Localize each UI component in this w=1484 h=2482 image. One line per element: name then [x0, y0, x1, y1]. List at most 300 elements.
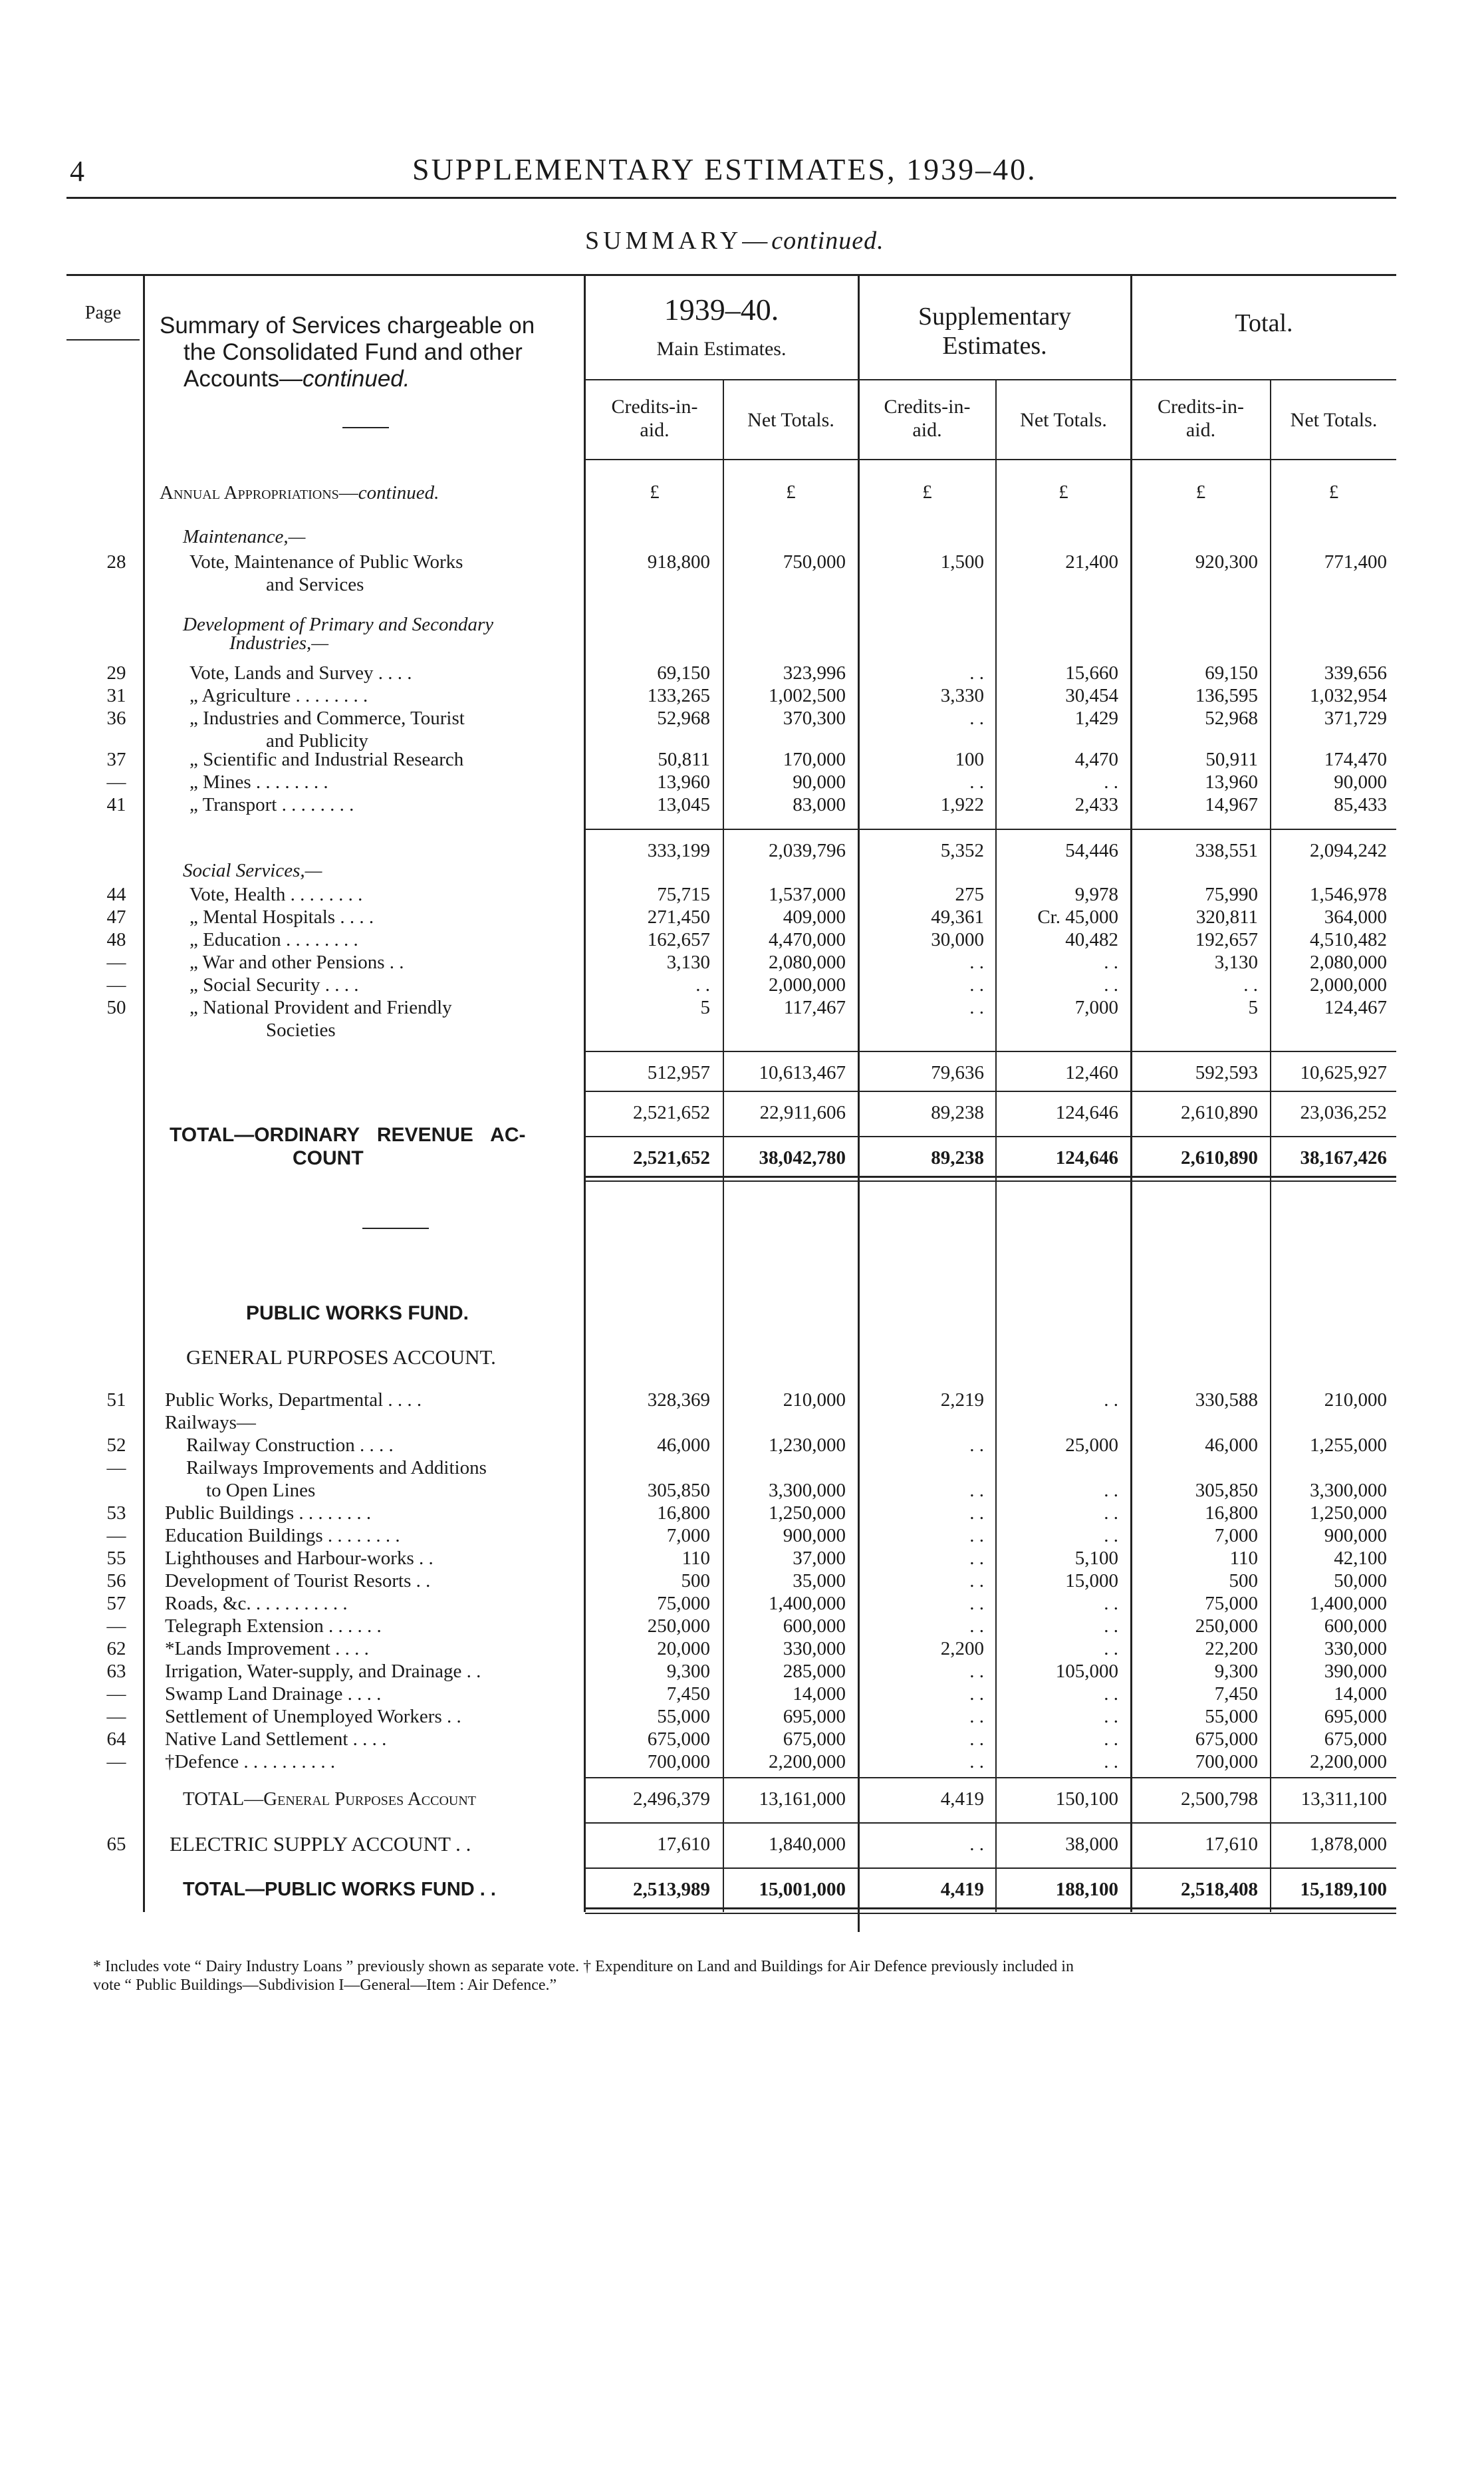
row-value: 37,000	[793, 1548, 846, 1569]
row-label: Public Works, Departmental . . . .	[165, 1389, 422, 1411]
row-value: 55,000	[657, 1706, 710, 1727]
subtotal-rule	[585, 829, 1396, 830]
row-value: 2,518,408	[1181, 1879, 1258, 1900]
row-value: 2,094,242	[1310, 840, 1387, 861]
row-value: 2,521,652	[633, 1102, 710, 1123]
row-label: „ War and other Pensions . .	[189, 952, 404, 973]
row-label: „ Transport . . . . . . . .	[189, 794, 354, 815]
credits-header-3: Credits-in- aid.	[1158, 396, 1244, 441]
row-value: 1,250,000	[1310, 1502, 1387, 1524]
row-value: 2,200,000	[769, 1751, 846, 1772]
row-value: 55,000	[1205, 1706, 1258, 1727]
row-label-cont: to Open Lines	[206, 1480, 316, 1501]
row-value: 69,150	[657, 662, 710, 684]
row-value: 50,811	[658, 749, 710, 770]
row-page-ref: 47	[106, 906, 126, 928]
subtotal-rule	[585, 1051, 1396, 1052]
row-value: . .	[1104, 974, 1118, 996]
row-value: 50,000	[1334, 1570, 1387, 1591]
row-value: 330,000	[783, 1638, 846, 1659]
row-value: 30,000	[931, 929, 984, 950]
row-label: „ Mental Hospitals . . . .	[189, 906, 374, 928]
row-value: 4,510,482	[1310, 929, 1387, 950]
row-label: „ Agriculture . . . . . . . .	[189, 685, 368, 706]
row-value: 22,911,606	[759, 1102, 846, 1123]
row-value: . .	[969, 1834, 984, 1855]
row-value: 40,482	[1065, 929, 1118, 950]
row-value: 2,200,000	[1310, 1751, 1387, 1772]
row-value: 2,610,890	[1181, 1147, 1258, 1169]
row-value: 13,960	[1205, 771, 1258, 793]
row-value: 192,657	[1195, 929, 1258, 950]
row-label: Settlement of Unemployed Workers . .	[165, 1706, 461, 1727]
row-value: 500	[681, 1570, 710, 1591]
footnote-2: vote “ Public Buildings—Subdivision I—General—Item : Air Defence.”	[93, 1977, 557, 1994]
row-page-ref: —	[106, 771, 126, 793]
row-value: . .	[969, 1683, 984, 1705]
row-value: 320,811	[1195, 906, 1258, 928]
row-page-ref: 50	[106, 997, 126, 1018]
row-value: 13,311,100	[1300, 1788, 1387, 1810]
row-value: 675,000	[783, 1728, 846, 1750]
row-value: . .	[1104, 1751, 1118, 1772]
row-value: 16,800	[1205, 1502, 1258, 1524]
row-value: 136,595	[1195, 685, 1258, 706]
row-label: Telegraph Extension . . . . . .	[165, 1615, 382, 1637]
row-label: „ Education . . . . . . . .	[189, 929, 358, 950]
row-label-cont: and Publicity	[266, 730, 368, 752]
pound-sign: £	[650, 482, 660, 503]
row-value: 15,001,000	[759, 1879, 846, 1900]
row-value: . .	[1104, 1502, 1118, 1524]
row-value: 2,521,652	[633, 1147, 710, 1169]
row-value: 22,200	[1205, 1638, 1258, 1659]
row-page-ref: 53	[106, 1502, 126, 1524]
row-value: 2,080,000	[769, 952, 846, 973]
row-value: 695,000	[783, 1706, 846, 1727]
row-label: Railways—	[165, 1412, 256, 1433]
row-page-ref: 55	[106, 1548, 126, 1569]
row-value: 23,036,252	[1300, 1102, 1387, 1123]
row-value: 133,265	[647, 685, 710, 706]
row-value: 5,100	[1074, 1548, 1118, 1569]
row-value: 13,161,000	[759, 1788, 846, 1810]
row-value: . .	[969, 1661, 984, 1682]
row-value: 285,000	[783, 1661, 846, 1682]
row-value: 85,433	[1334, 794, 1387, 815]
row-value: 4,419	[940, 1788, 984, 1810]
row-value: . .	[1104, 1593, 1118, 1614]
row-value: 5	[1248, 997, 1258, 1018]
row-page-ref: 41	[106, 794, 126, 815]
row-value: . .	[969, 1435, 984, 1456]
row-label: Native Land Settlement . . . .	[165, 1728, 387, 1750]
section-social-services: Social Services,—	[183, 860, 322, 881]
row-value: 2,500,798	[1181, 1788, 1258, 1810]
row-value: . .	[969, 662, 984, 684]
row-value: 9,300	[1214, 1661, 1258, 1682]
row-value: . .	[969, 1480, 984, 1501]
supplementary-header: Supplementary Estimates.	[918, 303, 1072, 360]
row-value: 4,419	[940, 1879, 984, 1900]
row-label: †Defence . . . . . . . . . .	[165, 1751, 336, 1772]
subtotal-rule	[585, 1777, 1396, 1778]
row-value: 2,610,890	[1181, 1102, 1258, 1123]
row-value: 5,352	[940, 840, 984, 861]
row-value: 1,032,954	[1310, 685, 1387, 706]
row-value: 150,100	[1055, 1788, 1118, 1810]
row-value: 69,150	[1205, 662, 1258, 684]
row-value: 17,610	[657, 1834, 710, 1855]
row-value: 409,000	[783, 906, 846, 928]
row-value: . .	[1104, 1389, 1118, 1411]
row-value: . .	[1243, 974, 1258, 996]
row-value: . .	[969, 1728, 984, 1750]
row-value: 9,300	[666, 1661, 710, 1682]
subtotal-rule	[585, 1822, 1396, 1824]
row-label: „ Industries and Commerce, Tourist	[189, 708, 465, 729]
row-value: 105,000	[1055, 1661, 1118, 1682]
row-value: 390,000	[1324, 1661, 1387, 1682]
row-value: 100	[955, 749, 984, 770]
subtotal-rule	[585, 1091, 1396, 1092]
total-rule	[585, 1867, 1396, 1869]
row-value: 700,000	[647, 1751, 710, 1772]
row-value: 42,100	[1334, 1548, 1387, 1569]
row-value: . .	[969, 1593, 984, 1614]
row-value: 2,080,000	[1310, 952, 1387, 973]
total-rule	[585, 1136, 1396, 1137]
row-label: Railways Improvements and Additions	[186, 1457, 487, 1478]
row-value: 2,433	[1074, 794, 1118, 815]
row-value: . .	[969, 952, 984, 973]
row-value: 20,000	[657, 1638, 710, 1659]
row-label: Vote, Health . . . . . . . .	[189, 884, 363, 905]
row-label: Lighthouses and Harbour-works . .	[165, 1548, 433, 1569]
row-value: 35,000	[793, 1570, 846, 1591]
row-value: . .	[1104, 952, 1118, 973]
section-divider	[362, 1228, 429, 1229]
row-value: 338,551	[1195, 840, 1258, 861]
row-value: . .	[969, 997, 984, 1018]
row-value: 2,496,379	[633, 1788, 710, 1810]
row-label: „ Social Security . . . .	[189, 974, 359, 996]
row-value: 46,000	[657, 1435, 710, 1456]
net-header-2: Net Totals.	[1020, 409, 1107, 431]
section-development-cont: Industries,—	[229, 632, 329, 654]
row-page-ref: 37	[106, 749, 126, 770]
row-value: 117,467	[783, 997, 846, 1018]
row-value: 339,656	[1324, 662, 1387, 684]
net-header-1: Net Totals.	[747, 409, 834, 431]
row-value: 174,470	[1324, 749, 1387, 770]
pound-sign: £	[1058, 482, 1068, 503]
row-value: 370,300	[783, 708, 846, 729]
row-value: . .	[969, 708, 984, 729]
row-value: 38,167,426	[1300, 1147, 1387, 1169]
row-value: . .	[969, 974, 984, 996]
row-value: 15,000	[1065, 1570, 1118, 1591]
row-label: Swamp Land Drainage . . . .	[165, 1683, 382, 1705]
row-value: 328,369	[647, 1389, 710, 1411]
row-value: 75,990	[1205, 884, 1258, 905]
row-value: 75,715	[657, 884, 710, 905]
row-value: . .	[969, 1502, 984, 1524]
main-estimates-header: Main Estimates.	[656, 338, 787, 360]
row-label-cont: Societies	[266, 1020, 336, 1041]
row-value: 13,045	[657, 794, 710, 815]
row-value: . .	[969, 771, 984, 793]
pound-sign: £	[1195, 482, 1206, 503]
row-value: . .	[695, 974, 710, 996]
row-value: 14,967	[1205, 794, 1258, 815]
row-value: 305,850	[1195, 1480, 1258, 1501]
row-value: 7,000	[666, 1525, 710, 1546]
row-value: 500	[1229, 1570, 1258, 1591]
row-value: 364,000	[1324, 906, 1387, 928]
row-value: 30,454	[1065, 685, 1118, 706]
pound-sign: £	[1328, 482, 1339, 503]
row-value: 17,610	[1205, 1834, 1258, 1855]
section-annual-appropriations: Annual Appropriations—continued.	[160, 482, 439, 503]
row-value: . .	[1104, 1615, 1118, 1637]
row-value: 124,467	[1324, 997, 1387, 1018]
row-value: 333,199	[647, 840, 710, 861]
summary-dash	[342, 427, 389, 428]
row-value: 250,000	[1195, 1615, 1258, 1637]
row-value: 7,450	[1214, 1683, 1258, 1705]
row-value: 13,960	[657, 771, 710, 793]
row-value: 2,219	[940, 1389, 984, 1411]
row-value: 188,100	[1055, 1879, 1118, 1900]
row-value: . .	[969, 1548, 984, 1569]
row-value: . .	[969, 1525, 984, 1546]
row-value: 162,657	[647, 929, 710, 950]
row-page-ref: —	[106, 974, 126, 996]
row-label: Vote, Lands and Survey . . . .	[189, 662, 412, 684]
row-value: . .	[1104, 1706, 1118, 1727]
row-value: 771,400	[1324, 551, 1387, 573]
row-value: 3,130	[666, 952, 710, 973]
row-value: 7,000	[1214, 1525, 1258, 1546]
row-page-ref: 29	[106, 662, 126, 684]
row-value: 210,000	[1324, 1389, 1387, 1411]
row-value: . .	[969, 1570, 984, 1591]
row-value: 1,546,978	[1310, 884, 1387, 905]
row-page-ref: 62	[106, 1638, 126, 1659]
row-page-ref: 56	[106, 1570, 126, 1591]
credits-header-2: Credits-in- aid.	[884, 396, 971, 441]
row-value: 90,000	[793, 771, 846, 793]
row-value: 920,300	[1195, 551, 1258, 573]
table-top-rule	[66, 274, 1396, 276]
row-value: . .	[969, 1706, 984, 1727]
row-value: 170,000	[783, 749, 846, 770]
row-value: 2,513,989	[633, 1879, 710, 1900]
row-label: Roads, &c. . . . . . . . . . .	[165, 1593, 348, 1614]
row-value: . .	[1104, 1683, 1118, 1705]
row-page-ref: 65	[106, 1834, 126, 1855]
row-value: . .	[1104, 1525, 1118, 1546]
row-value: . .	[1104, 1728, 1118, 1750]
row-value: 25,000	[1065, 1435, 1118, 1456]
row-value: 275	[955, 884, 984, 905]
row-label-cont: and Services	[266, 574, 364, 595]
row-value: 83,000	[793, 794, 846, 815]
row-page-ref: —	[106, 1457, 126, 1478]
row-label: ELECTRIC SUPPLY ACCOUNT . .	[170, 1832, 471, 1856]
row-value: Cr. 45,000	[1037, 906, 1118, 928]
row-value: 10,625,927	[1300, 1062, 1387, 1083]
section-public-works-fund: PUBLIC WORKS FUND.	[246, 1302, 469, 1324]
row-value: . .	[1104, 1480, 1118, 1501]
row-value: 271,450	[647, 906, 710, 928]
summary-header: Summary of Services chargeable on the Consolidated Fund and other Accounts—continued.	[160, 313, 535, 392]
header-rule	[66, 197, 1396, 199]
row-page-ref: 28	[106, 551, 126, 573]
row-label: „ National Provident and Friendly	[189, 997, 452, 1018]
row-label: „ Scientific and Industrial Research	[189, 749, 464, 770]
row-value: 305,850	[647, 1480, 710, 1501]
footnote-1: * Includes vote “ Dairy Industry Loans ” previously shown as separate vote. † Expenditure on Land and Buildings for Air Defence previously included in	[93, 1958, 1074, 1975]
row-value: 1,250,000	[769, 1502, 846, 1524]
row-value: 52,968	[1205, 708, 1258, 729]
row-value: 600,000	[1324, 1615, 1387, 1637]
section-maintenance: Maintenance,—	[183, 526, 306, 547]
page-title: SUPPLEMENTARY ESTIMATES, 1939–40.	[412, 152, 1037, 186]
net-header-3: Net Totals.	[1290, 409, 1378, 431]
row-value: 38,042,780	[759, 1147, 846, 1169]
row-value: 1,230,000	[769, 1435, 846, 1456]
row-value: 2,000,000	[769, 974, 846, 996]
row-value: 675,000	[1195, 1728, 1258, 1750]
row-value: 323,996	[783, 662, 846, 684]
row-value: 2,200	[940, 1638, 984, 1659]
page-number: 4	[70, 155, 84, 188]
row-value: 14,000	[1334, 1683, 1387, 1705]
row-page-ref: —	[106, 1751, 126, 1772]
row-value: 1,500	[940, 551, 984, 573]
row-value: 1,400,000	[1310, 1593, 1387, 1614]
row-value: 675,000	[647, 1728, 710, 1750]
row-label: „ Mines . . . . . . . .	[189, 771, 328, 793]
row-value: 592,593	[1195, 1062, 1258, 1083]
row-page-ref: 31	[106, 685, 126, 706]
total-rule-double	[585, 1913, 1396, 1914]
row-value: 15,189,100	[1300, 1879, 1387, 1900]
row-value: 1,922	[940, 794, 984, 815]
row-value: . .	[969, 1615, 984, 1637]
row-value: 3,330	[940, 685, 984, 706]
row-value: 38,000	[1065, 1834, 1118, 1855]
row-value: 900,000	[783, 1525, 846, 1546]
row-value: 89,238	[931, 1147, 984, 1169]
row-label: Public Buildings . . . . . . . .	[165, 1502, 372, 1524]
section-development: Development of Primary and Secondary	[183, 614, 494, 635]
row-value: 918,800	[647, 551, 710, 573]
row-value: 330,588	[1195, 1389, 1258, 1411]
row-label: Irrigation, Water-supply, and Drainage . .	[165, 1661, 481, 1682]
row-value: 512,957	[647, 1062, 710, 1083]
row-value: 4,470	[1074, 749, 1118, 770]
row-value: 46,000	[1205, 1435, 1258, 1456]
row-label: Railway Construction . . . .	[186, 1435, 394, 1456]
row-value: 2,000,000	[1310, 974, 1387, 996]
page-col-header: Page	[84, 303, 122, 323]
row-page-ref: 57	[106, 1593, 126, 1614]
row-value: 5	[700, 997, 710, 1018]
row-value: 1,840,000	[769, 1834, 846, 1855]
row-value: 3,300,000	[769, 1480, 846, 1501]
row-page-ref: 52	[106, 1435, 126, 1456]
row-label: Education Buildings . . . . . . . .	[165, 1525, 400, 1546]
row-value: . .	[1104, 1638, 1118, 1659]
row-value: 110	[681, 1548, 710, 1569]
row-value: 4,470,000	[769, 929, 846, 950]
row-value: 7,450	[666, 1683, 710, 1705]
row-page-ref: 64	[106, 1728, 126, 1750]
row-value: . .	[1104, 771, 1118, 793]
row-value: 124,646	[1055, 1102, 1118, 1123]
row-value: 600,000	[783, 1615, 846, 1637]
row-value: 79,636	[931, 1062, 984, 1083]
total-ordinary-revenue-cont: COUNT	[293, 1147, 364, 1169]
row-page-ref: 63	[106, 1661, 126, 1682]
section-general-purposes: GENERAL PURPOSES ACCOUNT.	[186, 1345, 496, 1369]
row-value: 15,660	[1065, 662, 1118, 684]
row-page-ref: 51	[106, 1389, 126, 1411]
row-value: 1,255,000	[1310, 1435, 1387, 1456]
row-label: TOTAL—PUBLIC WORKS FUND . .	[183, 1879, 496, 1900]
row-page-ref: 36	[106, 708, 126, 729]
row-page-ref: —	[106, 1525, 126, 1546]
row-value: 21,400	[1065, 551, 1118, 573]
row-label: Development of Tourist Resorts . .	[165, 1570, 431, 1591]
subheader-rule	[585, 379, 1396, 380]
total-ordinary-revenue: TOTAL—ORDINARY REVENUE AC-	[170, 1124, 526, 1146]
credits-header-1: Credits-in- aid.	[611, 396, 698, 441]
row-value: 2,039,796	[769, 840, 846, 861]
page-col-rule	[66, 339, 140, 341]
total-header: Total.	[1235, 309, 1293, 337]
row-value: 49,361	[931, 906, 984, 928]
row-value: 1,400,000	[769, 1593, 846, 1614]
row-value: 16,800	[657, 1502, 710, 1524]
row-value: 700,000	[1195, 1751, 1258, 1772]
row-value: 54,446	[1065, 840, 1118, 861]
row-value: 750,000	[783, 551, 846, 573]
row-value: 14,000	[793, 1683, 846, 1705]
row-value: 7,000	[1074, 997, 1118, 1018]
row-value: 695,000	[1324, 1706, 1387, 1727]
row-value: 75,000	[1205, 1593, 1258, 1614]
row-value: . .	[969, 1751, 984, 1772]
total-rule-double	[585, 1907, 1396, 1909]
row-page-ref: —	[106, 952, 126, 973]
year-header: 1939–40.	[664, 293, 779, 327]
row-page-ref: 48	[106, 929, 126, 950]
row-label: Vote, Maintenance of Public Works	[189, 551, 463, 573]
row-value: 1,878,000	[1310, 1834, 1387, 1855]
total-rule-double	[585, 1180, 1396, 1182]
colhead-rule	[585, 459, 1396, 460]
row-value: 250,000	[647, 1615, 710, 1637]
row-page-ref: 44	[106, 884, 126, 905]
summary-subtitle: SUMMARY—continued.	[585, 227, 884, 255]
row-value: 75,000	[657, 1593, 710, 1614]
pound-sign: £	[922, 482, 932, 503]
row-value: 124,646	[1055, 1147, 1118, 1169]
